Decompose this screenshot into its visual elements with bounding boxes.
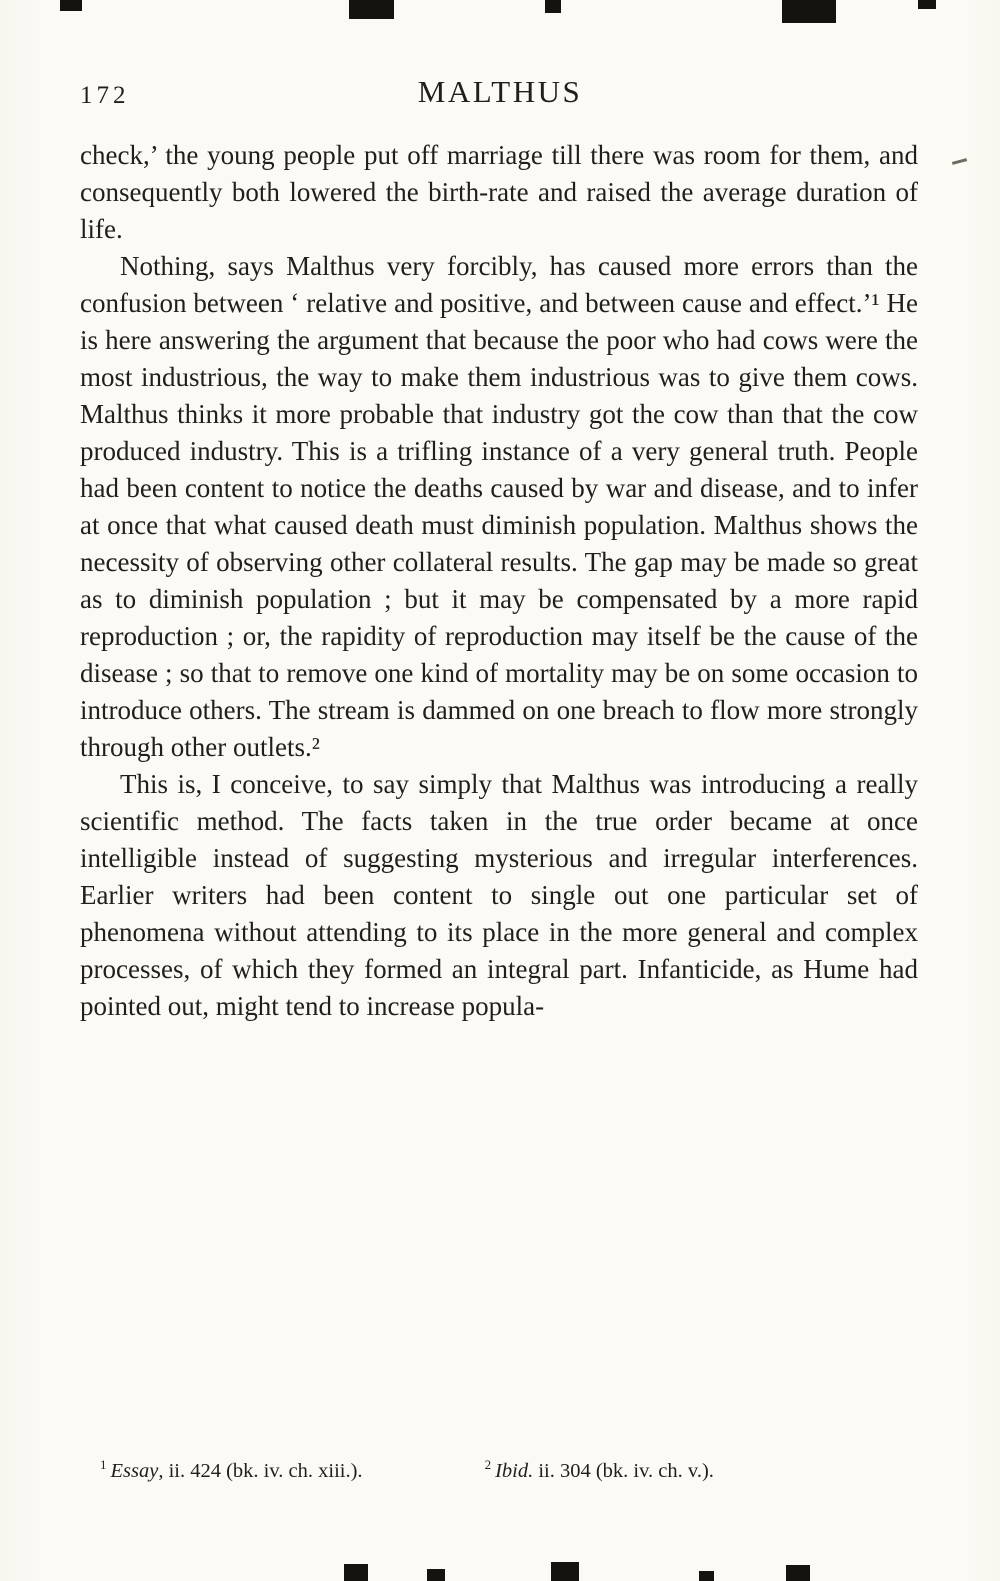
scan-artifact (918, 0, 936, 9)
scan-artifact (349, 0, 394, 19)
body-text (80, 137, 918, 1025)
footnotes (80, 1452, 918, 1484)
scan-artifact (60, 0, 82, 11)
footnote-marker: 2 (484, 1457, 492, 1472)
footnote-marker: 1 (100, 1457, 107, 1472)
footnote-work-title: Ibid. (495, 1459, 534, 1482)
running-header: MALTHUS (417, 74, 583, 109)
footnote-text: , ii. 424 (bk. iv. ch. xiii.). (158, 1459, 363, 1482)
scan-artifact (344, 1564, 368, 1581)
page-number: 172 (80, 82, 130, 109)
footnote (485, 1452, 714, 1484)
footnote-work-title: Essay (110, 1459, 159, 1482)
page-header (0, 74, 1000, 118)
scan-artifact (786, 1565, 810, 1581)
paragraph: This is, I conceive, to say simply that Malthus was introducing a really scientific method. The facts taken in the true order became at once intelligible instead of suggesting mysterious and irregular interferences. Earlier writers had been content to single out one particular set of phenomena without attending to its place in the more general and complex processes, of which they formed an integral part. Infanticide, as Hume had pointed out, might tend to increase popula- (80, 769, 918, 1021)
scan-artifact (427, 1569, 445, 1581)
scan-artifact (782, 0, 836, 23)
scan-artifact (545, 0, 561, 13)
paragraph: check,’ the young people put off marriage till there was room for them, and consequently both lowered the birth-rate and raised the average duration of life. (80, 140, 918, 244)
scan-artifact (952, 158, 967, 165)
scan-artifact (551, 1562, 579, 1581)
scan-artifact (699, 1571, 714, 1581)
paragraph: Nothing, says Malthus very forcibly, has caused more errors than the confusion between ‘ relative and positive, and between cause and effect.’¹ He is here answering the argument that because the poor who had cows were the most industrious, the way to make them industrious was to give them cows. Malthus thinks it more probable that industry got the cow than that the cow produced industry. This is a trifling instance of a very general truth. People had been content to notice the deaths caused by war and disease, and to infer at once that what caused death must diminish population. Malthus shows the necessity of observing other collateral results. The gap may be made so great as to diminish population ; but it may be compensated by a more rapid reproduction ; or, the rapidity of reproduction may itself be the cause of the disease ; so that to remove one kind of mortality may be on some occasion to introduce others. The stream is dammed on one breach to flow more strongly through other outlets.² (80, 251, 918, 762)
footnote (100, 1452, 363, 1484)
footnote-text: ii. 304 (bk. iv. ch. v.). (533, 1459, 714, 1482)
